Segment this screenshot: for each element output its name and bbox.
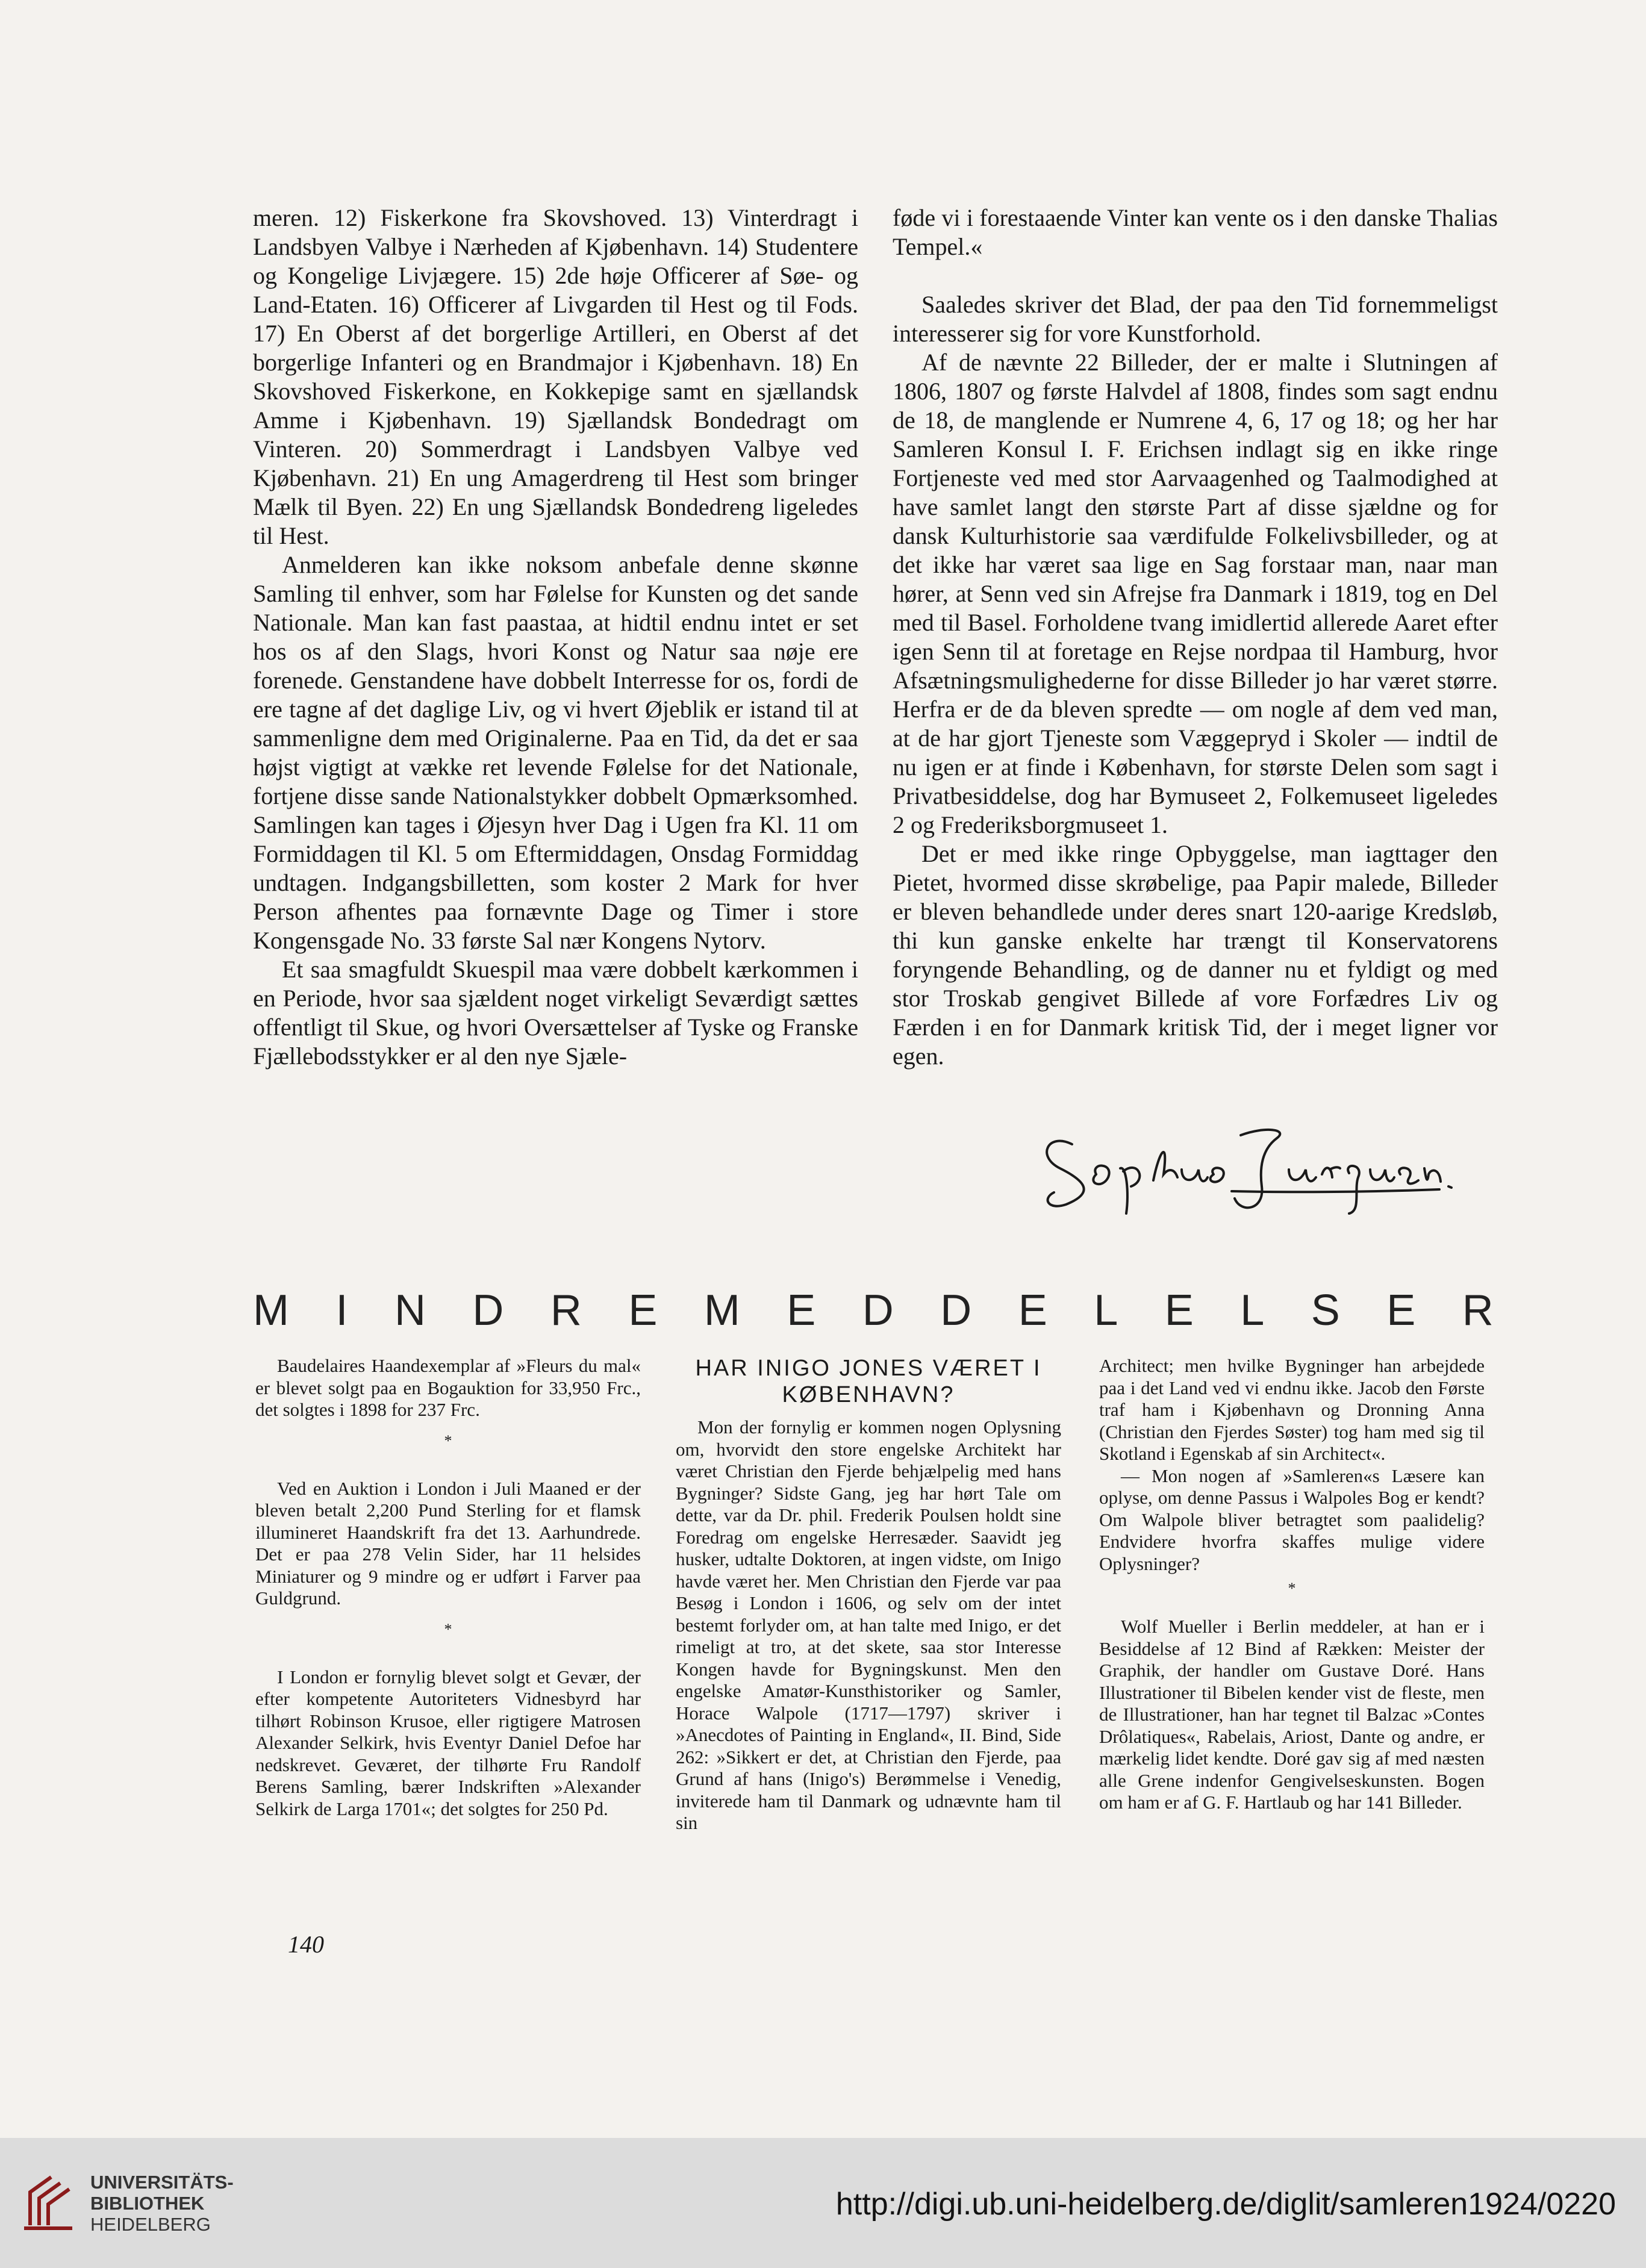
section-heading-letter: M <box>253 1286 289 1335</box>
note-paragraph: Ved en Auktion i London i Juli Maaned er der bleven betalt 2,200 Pund Sterling for et flamsk illumineret Haandskrift fra det 13. Aarhundrede. Det er paa 278 Velin Sider, har 11 helsides Miniaturer og 9 mindre og er udført i Farver paa Guldgrund. <box>255 1477 641 1609</box>
note-paragraph: I London er fornylig blevet solgt et Gevær, der efter kompetente Autoriteters Vidnesbyrd har tilhørt Robinson Krusoe, eller rigtigere Matrosen Alexander Selkirk, hvis Eventyr Daniel Defoe har nedskrevet. Geværet, der tilhørte Fru Randolf Berens Samling, bærer Indskriften »Alexander Selkirk de Larga 1701«; det solgtes for 250 Pd. <box>255 1666 641 1819</box>
section-heading-letter: D <box>940 1286 972 1335</box>
notes-column-1 <box>255 1355 641 1820</box>
article-column-right <box>893 204 1498 1071</box>
library-name-line: UNIVERSITÄTS- <box>90 2172 234 2193</box>
article-paragraph: føde vi i forestaaende Vinter kan vente os i den danske Thalias Tempel.« <box>893 204 1498 260</box>
section-heading-letter: E <box>1386 1286 1416 1335</box>
note-paragraph: Wolf Mueller i Berlin meddeler, at han er i Besiddelse af 12 Bind af Rækken: Meister der Graphik, der handler om Gustave Doré. Hans Illustrationer til Bibelen kender vist de fleste, men de Illustrationer, han har tegnet til Balzac »Contes Drôlatiques«, Rabelais, Ariost, Dante og andre, er mærkelig lidet kendte. Doré gav sig af med næsten alle Grene indenfor Gengivelseskunsten. Bogen om ham er af G. F. Hartlaub og har 141 Billeder. <box>1099 1616 1485 1813</box>
section-heading <box>253 1286 1494 1335</box>
note-paragraph: Architect; men hvilke Bygninger han arbejdede paa i det Land ved vi endnu ikke. Jacob den Første traf ham i Kjøbenhavn og Dronning Anna (Christian den Fjerdes Søster) tog ham med sig til Skotland i Egenskab af sin Architect«. <box>1099 1355 1485 1464</box>
library-name-line: BIBLIOTHEK <box>90 2193 205 2214</box>
article-paragraph: Anmelderen kan ikke noksom anbefale denne skønne Samling til enhver, som har Følelse for Kunsten og det sande Nationale. Man kan fast paastaa, at hidtil endnu intet er set hos os af den Slags, hvori Konst og Natur saa nøje ere forenede. Genstandene have dobbelt Interresse for os, fordi de ere tagne af det daglige Liv, og vi hvert Øjeblik er istand til at sammenligne dem med Originalerne. Paa en Tid, da det er saa højst vigtigt at vække ret levende Følelse for det Nationale, fortjene disse sande Nationalstykker dobbelt Opmærksomhed. Samlingen kan tages i Øjesyn hver Dag i Ugen fra Kl. 11 om Formiddagen til Kl. 5 om Eftermiddagen, Onsdag Formiddag undtagen. Indgangsbilletten, som koster 2 Mark for hver Person afhentes paa fornævnte Dage og Timer i store Kongensgade No. 33 første Sal nær Kongens Nytorv. <box>253 551 858 954</box>
library-name-line: HEIDELBERG <box>90 2214 211 2235</box>
note-paragraph: Mon der fornylig er kommen nogen Oplysning om, hvorvidt den store engelske Architekt har været Christian den Fjerde behjælpelig med hans Bygninger? Sidste Gang, jeg har hørt Tale om dette, var da Dr. phil. Frederik Poulsen holdt sine Foredrag om engelske Herresæder. Saavidt jeg husker, udtalte Doktoren, at ingen vidste, om Inigo havde været her. Men Christian den Fjerde var paa Besøg i London i 1606, og selv om der intet bestemt forlyder om, at han talte med Inigo, er det rimeligt at tro, at det skete, saa stor Interesse Kongen havde for Bygningskunst. Men den engelske Amatør-Kunsthistoriker og Samler, Horace Walpole (1717—1797) skriver i »Anecdotes of Painting in England«, II. Bind, Side 262: »Sikkert er det, at Christian den Fjerde, paa Grund af hans (Inigo's) Berømmelse i Venedig, inviterede ham til Danmark og udnævnte ham til sin <box>676 1416 1061 1833</box>
section-heading-letter: R <box>1462 1286 1494 1335</box>
section-heading-letter: I <box>335 1286 348 1335</box>
section-heading-letter: E <box>1164 1286 1194 1335</box>
separator-asterisk: * <box>444 1620 452 1638</box>
section-heading-letter: D <box>472 1286 504 1335</box>
section-heading-letter: E <box>628 1286 658 1335</box>
section-heading-letter: S <box>1311 1286 1340 1335</box>
section-heading-letter: R <box>550 1286 582 1335</box>
article-paragraph: Af de nævnte 22 Billeder, der er malte i Slutningen af 1806, 1807 og første Halvdel af 1808, findes som sagt endnu de 18, de manglende er Numrene 4, 6, 17 og 18; og her har Samleren Konsul I. F. Erichsen indlagt sig en ikke ringe Fortjeneste ved med stor Aarvaagenhed og Taalmodighed at have samlet langt den største Part af disse sjældne og for dansk Kulturhistorie saa værdifulde Folkelivsbilleder, og at det ikke har været saa lige en Sag forstaar man, naar man hører, at Senn ved sin Afrejse fra Danmark i 1819, tog en Del med til Basel. Forholdene tvang imidlertid allerede Aaret efter igen Senn til at foretage en Rejse nordpaa til Hamburg, hvor Afsætningsmulighederne for disse Billeder jo har været større. Herfra er de da bleven spredte — om nogle af dem ved man, at de har gjort Tjeneste som Væggepryd i Skoler — indtil de nu igen er at finde i København, for største Delen som sagt i Privatbesiddelse, dog har Bymuseet 2, Folkemuseet ligeledes 2 og Frederiksborgmuseet 1. <box>893 349 1498 838</box>
article-paragraph: meren. 12) Fiskerkone fra Skovshoved. 13) Vinterdragt i Landsbyen Valbye i Nærheden af Kjøbenhavn. 14) Studentere og Kongelige Livjægere. 15) 2de høje Officerer af Søe- og Land-Etaten. 16) Officerer af Livgarden til Hest og til Fods. 17) En Oberst af det borgerlige Artilleri, en Oberst af det borgerlige Infanteri og en Brandmajor i Kjøbenhavn. 18) En Skovshoved Fiskerkone, en Kokkepige samt en sjællandsk Amme i Kjøbenhavn. 19) Sjællandsk Bondedragt om Vinteren. 20) Sommerdragt i Landsbyen Valbye ved Kjøbenhavn. 21) En ung Amagerdreng til Hest som bringer Mælk til Byen. 22) En ung Sjællandsk Bondedreng ligeledes til Hest. <box>253 204 858 549</box>
page-number: 140 <box>288 1931 324 1958</box>
article-paragraph: Saaledes skriver det Blad, der paa den Tid fornemmeligst interesserer sig for vore Kunstforhold. <box>893 291 1498 347</box>
section-heading-letter: E <box>1018 1286 1047 1335</box>
library-footer <box>0 2138 1646 2268</box>
library-name[interactable] <box>90 2172 234 2235</box>
note-paragraph: — Mon nogen af »Samleren«s Læsere kan oplyse, om denne Passus i Walpoles Bog er kendt? Om Walpole bliver betragtet som paalidelig? Endvidere hvorfra skaffes mulige videre Oplysninger? <box>1099 1465 1485 1574</box>
article-paragraph: Et saa smagfuldt Skuespil maa være dobbelt kærkommen i en Periode, hvor saa sjældent noget virkeligt Seværdigt sættes offentligt til Skue, og hvori Oversættelser af Tyske og Franske Fjællebodsstykker er al den nye Sjæle- <box>253 956 858 1070</box>
note-heading: HAR INIGO JONES VÆRET I KØBENHAVN? <box>695 1356 1042 1407</box>
section-heading-letter: L <box>1094 1286 1118 1335</box>
university-library-logo-icon[interactable] <box>18 2168 78 2234</box>
section-heading-letter: D <box>862 1286 894 1335</box>
section-heading-letter: E <box>787 1286 816 1335</box>
separator-asterisk: * <box>444 1432 452 1450</box>
article-column-left <box>253 204 858 1071</box>
section-heading-letter: N <box>394 1286 426 1335</box>
notes-column-2 <box>676 1355 1061 1834</box>
note-paragraph: Baudelaires Haandexemplar af »Fleurs du mal« er blevet solgt paa en Bogauktion for 33,950 Frc., det solgtes i 1898 for 237 Frc. <box>255 1355 641 1420</box>
article-paragraph: Det er med ikke ringe Opbyggelse, man iagttager den Pietet, hvormed disse skrøbelige, paa Papir malede, Billeder er bleven behandlede under deres snart 120-aarige Kredsløb, thi kun ganske enkelte har trængt til Konservatorens foryngende Behandling, og de danner nu et fyldigt og med stor Troskab gengivet Billede af vore Forfædres Liv og Færden i en for Danmark kritisk Tid, der i meget ligner vor egen. <box>893 840 1498 1070</box>
section-heading-letter: L <box>1240 1286 1265 1335</box>
section-heading-letter: M <box>703 1286 740 1335</box>
separator-asterisk: * <box>1288 1580 1296 1597</box>
author-signature <box>1024 1102 1488 1217</box>
permalink-url[interactable]: http://digi.ub.uni-heidelberg.de/diglit/samleren1924/0220 <box>835 2187 1616 2222</box>
notes-column-3 <box>1099 1355 1485 1814</box>
